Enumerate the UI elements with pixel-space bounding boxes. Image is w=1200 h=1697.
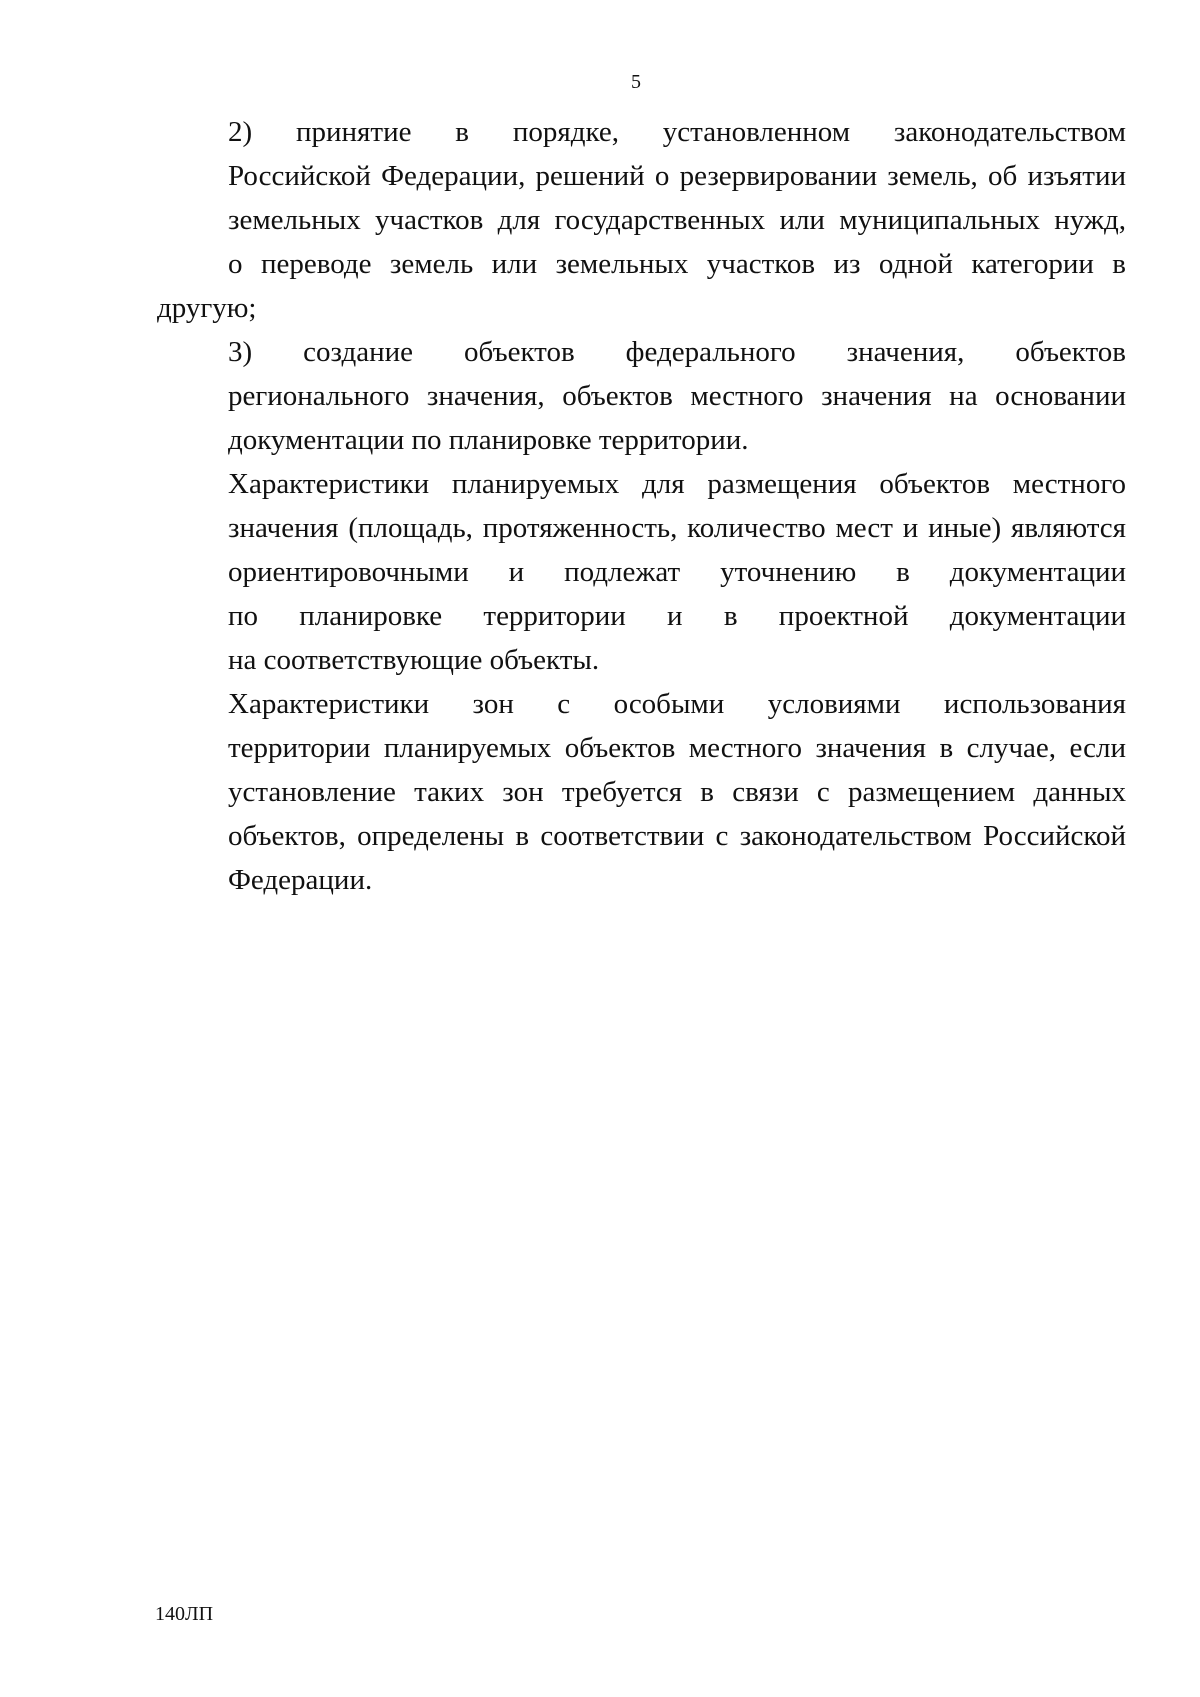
paragraph-line: о переводе земель или земельных участков из одной категории в другую; [157, 248, 1126, 324]
paragraph-line: документации по планировке территории. [228, 424, 749, 456]
paragraph-line: установление таких зон требуется в связи с размещением данных [228, 776, 1126, 808]
paragraph-line: Российской Федерации, решений о резервировании земель, об изъятии [228, 160, 1126, 192]
paragraph-line: земельных участков для государственных или муниципальных нужд, [228, 204, 1126, 236]
paragraph-item-2 [157, 110, 1126, 330]
paragraph-line: Характеристики зон с особыми условиями использования [228, 688, 1126, 720]
paragraph-line: на соответствующие объекты. [228, 644, 600, 676]
paragraph-line: ориентировочными и подлежат уточнению в документации [228, 556, 1126, 588]
paragraph-line: значения (площадь, протяженность, количество мест и иные) являются [228, 512, 1126, 544]
paragraph-line: объектов, определены в соответствии с законодательством Российской [228, 820, 1126, 852]
document-body [157, 110, 1126, 902]
page-number: 5 [631, 71, 641, 93]
paragraph-line: 2) принятие в порядке, установленном законодательством [228, 116, 1126, 148]
paragraph-line: территории планируемых объектов местного значения в случае, если [228, 732, 1126, 764]
paragraph-line: 3) создание объектов федерального значения, объектов [228, 336, 1126, 368]
paragraph-characteristics-zones [157, 682, 1126, 902]
paragraph-line: Федерации. [228, 864, 373, 896]
paragraph-characteristics-objects [157, 462, 1126, 682]
paragraph-line: регионального значения, объектов местного значения на основании [228, 380, 1126, 412]
paragraph-line: Характеристики планируемых для размещения объектов местного [228, 468, 1126, 500]
paragraph-line: по планировке территории и в проектной документации [228, 600, 1126, 632]
document-code: 140ЛП [155, 1603, 214, 1625]
paragraph-item-3 [157, 330, 1126, 462]
